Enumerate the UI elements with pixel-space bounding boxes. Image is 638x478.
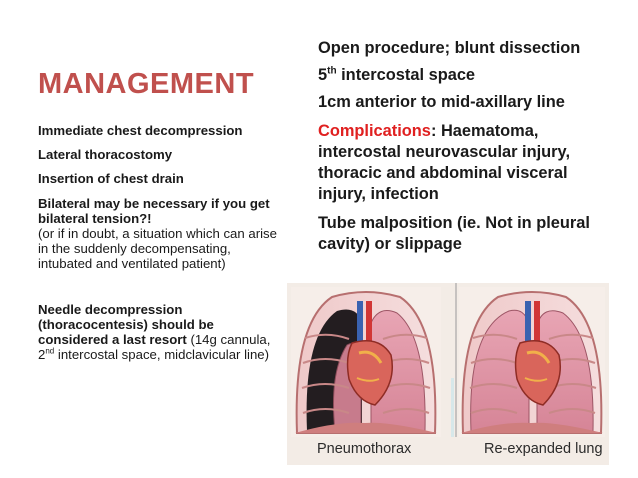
complications — [318, 121, 618, 205]
item-lateral-thoracostomy: Lateral thoracostomy — [38, 147, 173, 163]
complications-label: Complications — [318, 122, 431, 140]
caption-pneumothorax: Pneumothorax — [317, 441, 412, 457]
open-procedure: Open procedure; blunt dissection — [318, 39, 581, 57]
ics-text: intercostal space — [336, 66, 476, 84]
tube-malposition: Tube malposition (ie. Not in pleural cavity) or slippage — [318, 214, 590, 253]
item-chest-drain: Insertion of chest drain — [38, 171, 184, 187]
needle-note-sup: nd — [45, 346, 55, 356]
complications-text: : Haematoma, intercostal neurovascular injury, thoracic and abdominal visceral injury, infection — [318, 122, 571, 203]
reexpanded-panel — [459, 287, 605, 437]
caption-reexpanded-lung: Re-expanded lung — [484, 441, 603, 457]
ics-number: 5 — [318, 66, 328, 84]
bilateral-paragraph — [38, 196, 283, 272]
pneumothorax-panel — [291, 287, 441, 437]
needle-note-post: intercostal space, midclavicular line) — [54, 347, 269, 363]
needle-paragraph — [38, 302, 283, 363]
page-title: MANAGEMENT — [38, 68, 255, 100]
needle-bold: Needle decompression (thoracocentesis) should be considered a last resort — [38, 301, 214, 348]
needle-note-pre: (14g cannula, 2 — [38, 332, 271, 363]
anterior-line: 1cm anterior to mid-axillary line — [318, 93, 565, 111]
chest-illustration-svg — [287, 283, 609, 465]
chest-illustration — [287, 283, 609, 465]
ics-suffix: th — [327, 65, 337, 77]
left-column — [38, 123, 283, 362]
right-column — [318, 38, 618, 263]
bilateral-note: (or if in doubt, a situation which can arise in the suddenly decompensating, intubated and ventilated patient) — [38, 226, 277, 272]
intercostal-space — [318, 65, 618, 86]
item-chest-decompression: Immediate chest decompression — [38, 123, 243, 138]
bilateral-bold: Bilateral may be necessary if you get bilateral tension?! — [38, 195, 270, 226]
